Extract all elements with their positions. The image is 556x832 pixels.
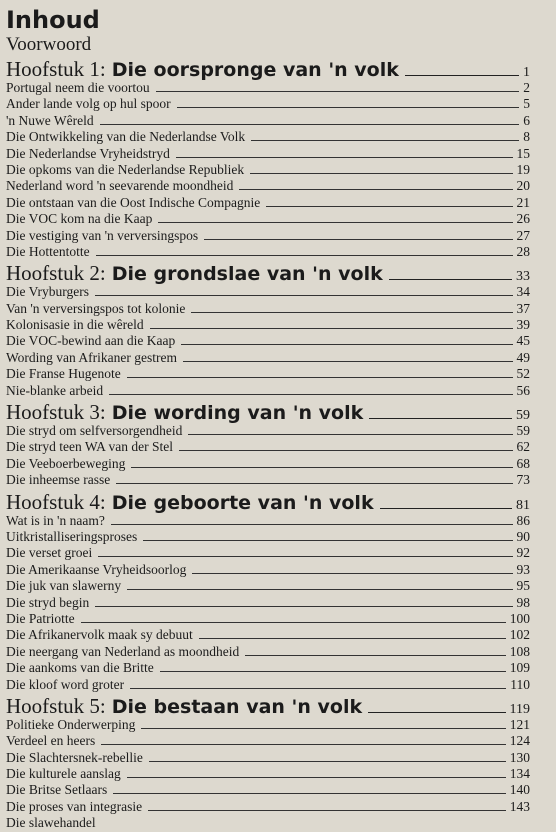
entry-title: Die verset groei [6, 545, 93, 561]
chapter-label: Hoofstuk 3: [6, 400, 106, 425]
entry-page-number: 37 [516, 300, 530, 316]
toc-entry [6, 195, 530, 211]
entry-title: Die juk van slawerny [6, 578, 122, 594]
toc-entry [6, 162, 530, 178]
entry-page-number: 109 [509, 660, 530, 676]
entry-title: Die slawehandel [6, 815, 96, 831]
dot-leader [239, 189, 512, 190]
chapter-heading [6, 57, 530, 80]
toc-entry [6, 439, 530, 455]
toc-entry [6, 244, 530, 260]
dot-leader [245, 655, 505, 656]
dot-leader [96, 255, 513, 256]
entry-title: Die VOC-bewind aan die Kaap [6, 333, 176, 349]
entry-page-number: 39 [516, 317, 530, 333]
dot-leader [98, 556, 512, 557]
toc-entry [6, 80, 530, 96]
dot-leader [127, 777, 506, 778]
dot-leader [150, 328, 513, 329]
dot-leader [141, 728, 505, 729]
entry-page-number: 62 [516, 439, 530, 455]
dot-leader [179, 450, 513, 451]
entry-title: 'n Nuwe Wêreld [6, 112, 94, 128]
entry-title: Die proses van integrasie [6, 798, 143, 814]
entry-title: Die Vryburgers [6, 284, 90, 300]
toc-entry [6, 529, 530, 545]
entry-page-number: 93 [516, 561, 530, 577]
entry-title: Die stryd begin [6, 594, 90, 610]
toc-entry [6, 545, 530, 561]
entry-page-number: 8 [523, 129, 530, 145]
toc-entry [6, 284, 530, 300]
entry-title: Die ontstaan van die Oost Indische Compagnie [6, 194, 261, 210]
chapter-title: Die bestaan van 'n volk [111, 695, 363, 718]
entry-title: Die opkoms van die Nederlandse Republiek [6, 161, 245, 177]
toc-entry [6, 717, 530, 733]
entry-page-number: 98 [516, 594, 530, 610]
entry-title: Die stryd om selfversorgendheid [6, 423, 183, 439]
dot-leader [81, 622, 506, 623]
dot-leader [192, 573, 512, 574]
entry-page-number: 34 [516, 284, 530, 300]
entry-page-number: 100 [509, 610, 530, 626]
dot-leader [130, 688, 506, 689]
entry-title: Nie-blanke arbeid [6, 382, 104, 398]
dot-leader [131, 467, 512, 468]
entry-page-number: 2 [523, 80, 530, 95]
dot-leader [177, 107, 520, 108]
dot-leader [111, 524, 513, 525]
toc-entry [6, 317, 530, 333]
entry-title: Die neergang van Nederland as moondheid [6, 643, 240, 659]
chapter-page-number: 119 [509, 701, 530, 717]
entry-title: Die Veeboerbeweging [6, 455, 126, 471]
dot-leader [204, 239, 512, 240]
entry-title: Kolonisasie in die wêreld [6, 317, 144, 333]
dot-leader [369, 418, 512, 419]
toc-entry [6, 301, 530, 317]
dot-leader [143, 540, 512, 541]
chapter-label: Hoofstuk 4: [6, 489, 106, 514]
dot-leader [148, 810, 506, 811]
toc-entry [6, 366, 530, 382]
entry-page-number: 52 [516, 366, 530, 382]
entry-page-number: 49 [516, 349, 530, 365]
toc-entry [6, 350, 530, 366]
entry-title: Die Hottentotte [6, 243, 90, 259]
entry-title: Die Afrikanervolk maak sy debuut [6, 627, 193, 643]
entry-title: Wording van Afrikaner gestrem [6, 349, 177, 365]
page-title: Inhoud [6, 6, 100, 34]
entry-title: Die kulturele aanslag [6, 766, 121, 782]
entry-page-number: 15 [516, 145, 530, 161]
entry-page-number: 5 [523, 96, 530, 112]
toc-entry [6, 472, 530, 488]
toc-entry [6, 146, 530, 162]
chapter-label: Hoofstuk 5: [6, 693, 106, 718]
entry-title: Die Franse Hugenote [6, 366, 121, 382]
chapter-heading [6, 261, 530, 284]
toc-entry [6, 578, 530, 594]
toc-entry [6, 627, 530, 643]
chapter-title: Die wording van 'n volk [111, 402, 364, 425]
entry-page-number: 130 [509, 749, 530, 765]
dot-leader [183, 361, 513, 362]
toc-entry [6, 766, 530, 782]
dot-leader [109, 394, 512, 395]
entry-title: Die inheemse rasse [6, 472, 111, 488]
dot-leader [191, 312, 512, 313]
toc-entry [6, 96, 530, 112]
toc-entry [6, 129, 530, 145]
dot-leader [156, 91, 520, 92]
toc-entry [6, 423, 530, 439]
entry-page-number: 68 [516, 455, 530, 471]
toc-entry [6, 595, 530, 611]
entry-page-number: 6 [523, 112, 530, 128]
entry-title: Die kloof word groter [6, 676, 125, 692]
entry-page-number: 102 [509, 627, 530, 643]
chapter-heading [6, 490, 530, 513]
chapter-title: Die grondslae van 'n volk [111, 263, 383, 286]
dot-leader [188, 434, 512, 435]
dot-leader [149, 761, 506, 762]
dot-leader [127, 377, 513, 378]
chapter-heading [6, 400, 530, 423]
toc-entry [6, 513, 530, 529]
toc-entry [6, 815, 530, 831]
entry-page-number: 19 [516, 161, 530, 177]
entry-page-number: 92 [516, 545, 530, 561]
toc-entry [6, 456, 530, 472]
entry-title: Die Amerikaanse Vryheidsoorlog [6, 561, 187, 577]
entry-title: Uitkristalliseringsproses [6, 528, 138, 544]
entry-page-number: 73 [516, 472, 530, 488]
dot-leader [95, 295, 512, 296]
dot-leader [250, 173, 512, 174]
entry-title: Die vestiging van 'n verversingspos [6, 227, 199, 243]
toc-entry [6, 750, 530, 766]
entry-page-number: 121 [509, 716, 530, 732]
entry-page-number: 20 [516, 178, 530, 194]
chapter-label: Hoofstuk 1: [6, 57, 106, 81]
toc-entry [6, 677, 530, 693]
entry-page-number: 21 [516, 194, 530, 210]
chapter-title: Die geboorte van 'n volk [111, 491, 374, 514]
entry-title: Die aankoms van die Britte [6, 660, 154, 676]
chapter-page-number: 59 [516, 408, 530, 424]
toc-entry [6, 644, 530, 660]
entry-page-number: 45 [516, 333, 530, 349]
entry-page-number: 28 [516, 243, 530, 259]
entry-title: Die Ontwikkeling van die Nederlandse Volk [6, 129, 246, 145]
entry-title: Portugal neem die voortou [6, 80, 150, 95]
dot-leader [181, 344, 512, 345]
dot-leader [266, 206, 512, 207]
dot-leader [405, 75, 519, 76]
dot-leader [113, 793, 506, 794]
entry-page-number: 108 [509, 643, 530, 659]
dot-leader [116, 483, 512, 484]
chapter-title: Die oorspronge van 'n volk [111, 59, 399, 81]
entry-page-number: 26 [516, 211, 530, 227]
entry-title: Wat is in 'n naam? [6, 512, 105, 528]
toc-entry [6, 228, 530, 244]
entry-title: Van 'n verversingspos tot kolonie [6, 300, 186, 316]
preface-entry: Voorwoord [6, 34, 92, 55]
entry-title: Ander lande volg op hul spoor [6, 96, 171, 112]
toc-entry [6, 562, 530, 578]
dot-leader [158, 222, 512, 223]
entry-title: Politieke Onderwerping [6, 716, 136, 732]
entry-page-number: 90 [516, 528, 530, 544]
entry-page-number: 143 [509, 798, 530, 814]
entry-page-number: 86 [516, 512, 530, 528]
entry-page-number: 56 [516, 382, 530, 398]
toc-entry [6, 178, 530, 194]
dot-leader [251, 140, 519, 141]
dot-leader [176, 157, 513, 158]
entry-title: Die Patriotte [6, 610, 75, 626]
chapter-heading [6, 694, 530, 717]
toc-entry [6, 611, 530, 627]
chapter-page-number: 1 [523, 65, 530, 80]
dot-leader [389, 279, 512, 280]
dot-leader [127, 589, 512, 590]
toc-entry [6, 799, 530, 815]
table-of-contents [6, 57, 530, 832]
entry-title: Die Nederlandse Vryheidstryd [6, 145, 170, 161]
dot-leader [380, 508, 512, 509]
dot-leader [160, 671, 506, 672]
dot-leader [101, 744, 506, 745]
entry-title: Die VOC kom na die Kaap [6, 211, 153, 227]
entry-page-number: 140 [509, 782, 530, 798]
toc-entry [6, 113, 530, 129]
dot-leader [95, 606, 512, 607]
entry-page-number: 59 [516, 423, 530, 439]
entry-page-number: 27 [516, 227, 530, 243]
toc-entry [6, 383, 530, 399]
entry-page-number: 110 [510, 676, 530, 692]
toc-entry [6, 782, 530, 798]
toc-entry [6, 660, 530, 676]
entry-title: Verdeel en heers [6, 733, 96, 749]
entry-page-number: 134 [509, 766, 530, 782]
chapter-label: Hoofstuk 2: [6, 261, 106, 286]
toc-entry [6, 211, 530, 227]
chapter-page-number: 81 [516, 497, 530, 513]
entry-title: Nederland word 'n seevarende moondheid [6, 178, 234, 194]
toc-entry [6, 733, 530, 749]
chapter-page-number: 33 [516, 269, 530, 285]
entry-title: Die Slachtersnek-rebellie [6, 749, 143, 765]
entry-page-number: 95 [516, 578, 530, 594]
entry-page-number: 124 [509, 733, 530, 749]
dot-leader [100, 124, 520, 125]
toc-entry [6, 333, 530, 349]
entry-title: Die stryd teen WA van der Stel [6, 439, 173, 455]
dot-leader [199, 638, 506, 639]
dot-leader [368, 712, 505, 713]
entry-title: Die Britse Setlaars [6, 782, 108, 798]
